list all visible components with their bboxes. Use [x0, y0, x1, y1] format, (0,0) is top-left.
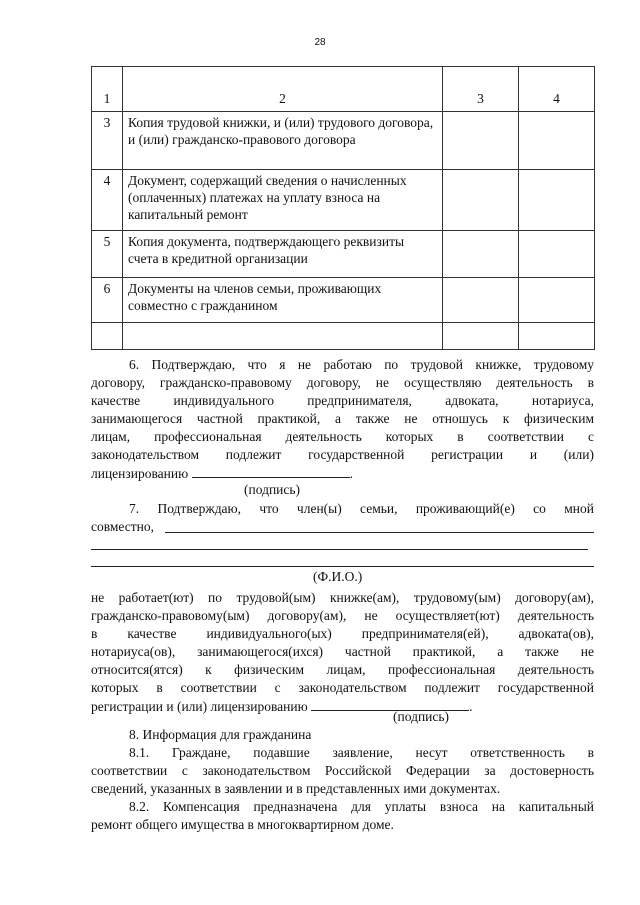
- family-name-line-1[interactable]: [165, 532, 594, 533]
- text-line: 8.2. Компенсация предназначена для уплаты взноса на капитальный: [129, 799, 594, 814]
- text-line: которых в соответствии с законодательством подлежит государственной: [91, 680, 594, 695]
- text-line: относится(ятся) к физическим лицам, профессиональная деятельность: [91, 662, 594, 677]
- table-row: [92, 231, 595, 278]
- text-line: законодательством подлежит государственной регистрации и (или): [91, 447, 594, 462]
- row-text: Документы на членов семьи, проживающих совместно с гражданином: [123, 278, 443, 323]
- header-cell: 3: [443, 67, 519, 112]
- row-cell-4: [519, 278, 595, 323]
- text-line: лицам, профессиональная деятельность которых в соответствии с: [91, 429, 594, 444]
- header-cell: 4: [519, 67, 595, 112]
- header-cell: 2: [123, 67, 443, 112]
- row-cell-4: [519, 231, 595, 278]
- section-heading: 8. Информация для гражданина: [129, 727, 312, 742]
- row-number: 3: [92, 112, 123, 170]
- period: .: [349, 466, 353, 481]
- period: .: [469, 699, 473, 714]
- family-name-line-3[interactable]: [91, 566, 594, 567]
- row-cell-3: [443, 170, 519, 231]
- row-cell-3: [443, 231, 519, 278]
- signature-caption: (подпись): [244, 482, 301, 497]
- last-line-prefix: совместно,: [91, 519, 154, 534]
- row-cell-3: [443, 112, 519, 170]
- text-line: занимающегося частной практикой, а также не отношусь к физическим: [91, 411, 594, 426]
- table-row: [92, 323, 595, 350]
- family-name-line-2[interactable]: [91, 549, 588, 550]
- section-8: [91, 726, 594, 834]
- documents-table: [91, 66, 595, 350]
- text-line: договору, гражданско-правовому договору, не осуществляю деятельность в: [91, 375, 594, 390]
- text-line: [91, 518, 594, 536]
- signature-caption: (подпись): [393, 709, 450, 724]
- page-number: 28: [314, 37, 326, 48]
- fio-caption: (Ф.И.О.): [313, 569, 363, 584]
- text-line: [91, 697, 594, 716]
- header-cell: 1: [92, 67, 123, 112]
- row-cell-4: [519, 112, 595, 170]
- section-7-intro: [91, 500, 594, 536]
- row-cell-3: [443, 278, 519, 323]
- row-text: Документ, содержащий сведения о начисленных (оплаченных) платежах на уплату взноса на капитальный ремонт: [123, 170, 443, 231]
- text-line: 8.1. Граждане, подавшие заявление, несут ответственность в: [129, 745, 594, 760]
- row-cell-4: [519, 170, 595, 231]
- text-line: 7. Подтверждаю, что член(ы) семьи, проживающий(е) со мной: [129, 501, 594, 516]
- table-row: [92, 278, 595, 323]
- section-6: [91, 356, 594, 483]
- last-line-prefix: лицензированию: [91, 466, 189, 481]
- row-text: Копия трудовой книжки, и (или) трудового договора, и (или) гражданско-правового договора: [123, 112, 443, 170]
- row-cell-3: [443, 323, 519, 350]
- row-number: 4: [92, 170, 123, 231]
- text-line: 6. Подтверждаю, что я не работаю по трудовой книжке, трудовому: [129, 357, 594, 372]
- signature-line[interactable]: [192, 464, 350, 478]
- row-text: Копия документа, подтверждающего реквизиты счета в кредитной организации: [123, 231, 443, 278]
- table-header-row: [92, 67, 595, 112]
- text-line: не работает(ют) по трудовой(ым) книжке(ам), трудовому(ым) договору(ам),: [91, 590, 594, 605]
- text-line: [91, 464, 594, 483]
- text-line: в качестве индивидуального(ых) предпринимателя(ей), адвоката(ов),: [91, 626, 594, 641]
- row-number: 6: [92, 278, 123, 323]
- text-line: сведений, указанных в заявлении и в представленных ими документах.: [91, 781, 501, 796]
- row-cell-4: [519, 323, 595, 350]
- row-number: 5: [92, 231, 123, 278]
- table-row: [92, 112, 595, 170]
- text-line: гражданско-правовому(ым) договору(ам), не осуществляет(ют) деятельность: [91, 608, 594, 623]
- text-line: качестве индивидуального предпринимателя, адвоката, нотариуса,: [91, 393, 594, 408]
- last-line-prefix: регистрации и (или) лицензированию: [91, 699, 308, 714]
- table-row: [92, 170, 595, 231]
- row-number: [92, 323, 123, 350]
- text-line: нотариуса(ов), занимающегося(ихся) частной практикой, а также не: [91, 644, 594, 659]
- row-text: [123, 323, 443, 350]
- text-line: соответствии с законодательством Российской Федерации за достоверность: [91, 763, 594, 778]
- section-7-body: [91, 589, 594, 716]
- text-line: ремонт общего имущества в многоквартирном доме.: [91, 817, 394, 832]
